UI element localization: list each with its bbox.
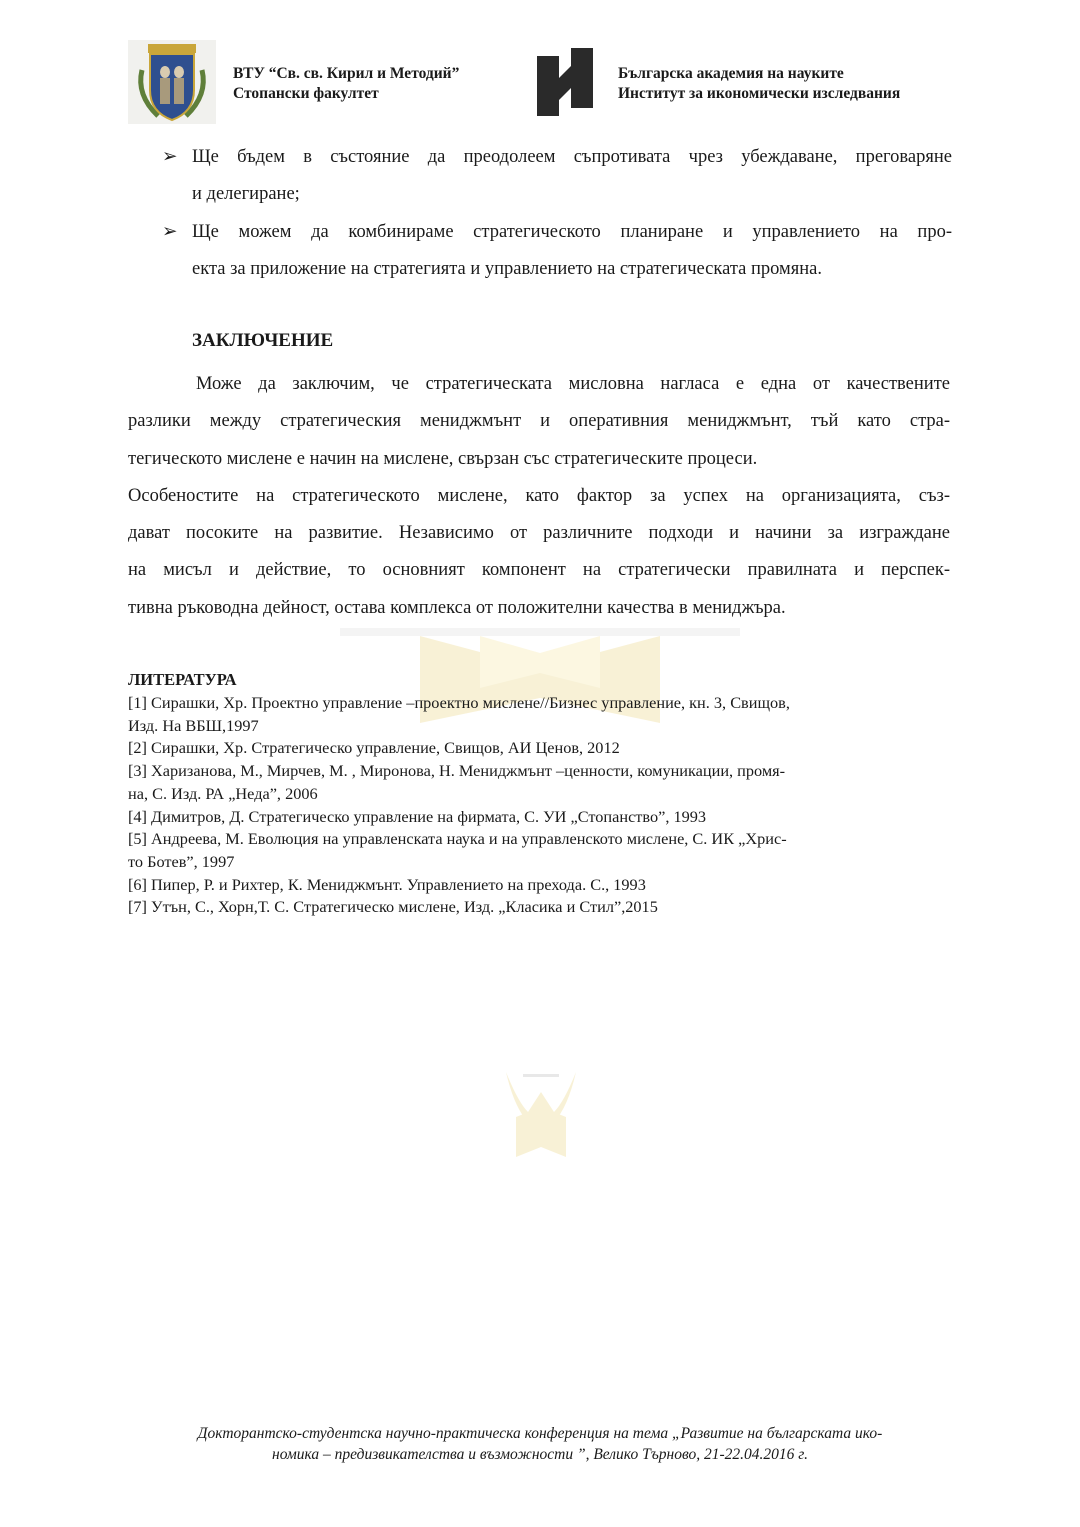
academy-name-block xyxy=(618,64,900,104)
reference-line: [5] Андреева, М. Еволюция на управленската наука и на управленското мислене, С. ИК „Хрис- xyxy=(128,829,787,849)
bullet-item-2 xyxy=(162,214,952,288)
institute-logo xyxy=(537,48,595,116)
literature-heading: ЛИТЕРАТУРА xyxy=(128,670,237,689)
conclusion-line-5: дават посоките на развитие. Независимо от различните подходи и начини за изграждане xyxy=(128,523,950,544)
bullet-text-2 xyxy=(192,214,952,288)
arrow-bullet-icon: ➢ xyxy=(162,147,178,167)
academy-name: Българска академия на науките xyxy=(618,65,844,82)
reference-line: то Ботев”, 1997 xyxy=(128,851,235,871)
reference-list xyxy=(128,692,942,919)
faculty-name: Стопански факултет xyxy=(233,85,379,102)
bullet-1-line-1: Ще бъдем в състояние да преодолеем съпротивата чрез убеждаване, преговаряне xyxy=(192,147,952,167)
conclusion-line-3: тегическото мислене е начин на мислене, свързан със стратегическите процеси. xyxy=(128,448,758,469)
reference-line: [6] Пипер, Р. и Рихтер, К. Мениджмънт. Управлението на прехода. С., 1993 xyxy=(128,874,646,894)
reference-line: [4] Димитров, Д. Стратегическо управление на фирмата, С. УИ „Стопанство”, 1993 xyxy=(128,806,707,826)
reference-line: [1] Сирашки, Хр. Проектно управление –проектно мислене//Бизнес управление, кн. 3, Свищов, xyxy=(128,693,790,712)
bullet-2-line-2: екта за приложение на стратегията и управлението на стратегическата промяна. xyxy=(192,259,822,279)
conclusion-line-7: тивна ръководна дейност, остава комплекса от положителни качества в мениджъра. xyxy=(128,597,786,618)
footer-line-2: номика – предизвикателства и възможности ”, Велико Търново, 21-22.04.2016 г. xyxy=(272,1446,808,1463)
bullet-text-1 xyxy=(192,139,952,213)
reference-line: [2] Сирашки, Хр. Стратегическо управление, Свищов, АИ Ценов, 2012 xyxy=(128,738,620,758)
university-name-block xyxy=(233,64,459,104)
institute-name: Институт за икономически изследвания xyxy=(618,85,901,102)
bullet-2-line-1: Ще можем да комбинираме стратегическото планиране и управлението на про- xyxy=(192,222,952,242)
conclusion-paragraph xyxy=(128,366,950,627)
conclusion-line-2: разлики между стратегическия мениджмънт и оперативния мениджмънт, тъй като стра- xyxy=(128,411,950,432)
conclusion-heading: ЗАКЛЮЧЕНИЕ xyxy=(192,330,334,351)
conclusion-line-1: Може да заключим, че стратегическата мисловна нагласа е една от качествените xyxy=(196,374,950,394)
footer-line-1: Докторантско-студентска научно-практическа конференция на тема „Развитие на българската ико- xyxy=(197,1425,883,1442)
reference-line: Изд. На ВБШ,1997 xyxy=(128,715,259,735)
arrow-bullet-icon: ➢ xyxy=(162,222,178,242)
conference-footer xyxy=(110,1423,970,1465)
reference-line: [3] Харизанова, М., Мирчев, М. , Миронова, Н. Мениджмънт –ценности, комуникации, промя- xyxy=(128,761,786,781)
university-crest-logo xyxy=(128,40,216,124)
university-name: ВТУ “Св. св. Кирил и Методий” xyxy=(233,65,460,82)
bullet-item-1 xyxy=(162,139,952,213)
reference-line: [7] Утън, С., Хорн,Т. С. Стратегическо мислене, Изд. „Класика и Стил”,2015 xyxy=(128,897,658,917)
conclusion-line-6: на мисъл и действие, то основният компонент на стратегически правилната и перспек- xyxy=(128,560,950,581)
bullet-1-line-2: и делегиране; xyxy=(192,184,300,204)
watermark-emblem-small xyxy=(498,1062,584,1162)
conclusion-line-4: Особеностите на стратегическото мислене, като фактор за успех на организацията, съз- xyxy=(128,485,950,506)
reference-line: на, С. Изд. РА „Неда”, 2006 xyxy=(128,783,318,803)
